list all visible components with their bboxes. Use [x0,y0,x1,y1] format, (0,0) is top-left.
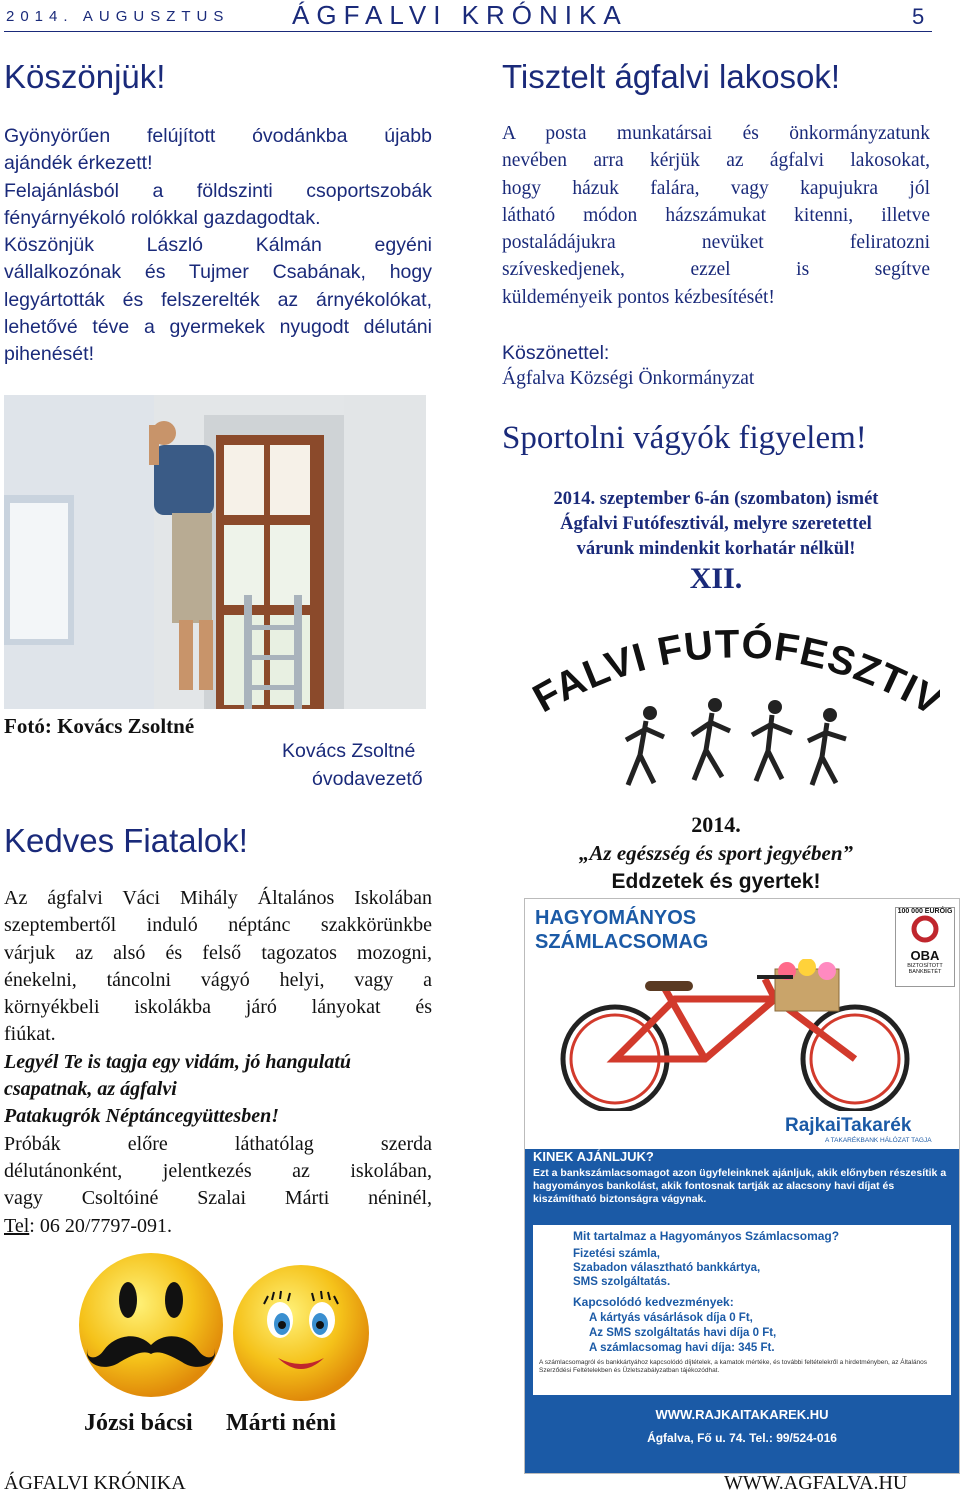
youth-line: énekelni, táncolni vágyó helyi, vagy a [4,968,432,991]
youth-italic-line: Legyél Te is tagja egy vidám, jó hangulatú [4,1050,352,1073]
signature-role: óvodavezető [312,768,423,790]
youth-line: Az ágfalvi Váci Mihály Általános Iskolában [4,887,432,909]
ad-discount: A számlacsomag havi díja: 345 Ft. [589,1342,775,1354]
thanks-line: lehetővé téve a gyermekek nyugodt délutáni [4,316,432,339]
thanks-line: Gyönyörűen felújított óvodánkba újabb [4,125,432,147]
residents-line: látható módon házszámukat kitenni, illetve [502,204,930,226]
bank-banner [525,1111,959,1147]
youth-heading: Kedves Fiatalok! [4,822,248,859]
youth-tel-line [4,1213,432,1240]
signature-name: Kovács Zsoltné [282,740,416,762]
youth-line: várjuk az alsó és felső tagozatos mozogni, [4,941,432,964]
bicycle-illustration [525,959,959,1119]
svg-text:ÁGFALVI FUTÓFESZTIVÁL [530,605,940,724]
ad-discount: A kártyás vásárlások díja 0 Ft, [589,1312,753,1324]
residents-line: hogy házuk falára, vagy kapujukra jól [502,177,930,199]
thanks-line: Köszönjük László Kálmán egyéni [4,234,432,257]
thanks-line: ajándék érkezett! [4,152,153,175]
residents-line: nevében arra kérjük az ágfalvi lakosokat, [502,150,930,172]
thanks-line: pihenését! [4,343,94,366]
footer-publication: ÁGFALVI KRÓNIKA [4,1472,186,1494]
footer-website: WWW.AGFALVA.HU [724,1472,908,1494]
ad-item: Fizetési számla, [573,1248,660,1260]
oba-badge-top: 100 000 EURÓIG [897,908,953,915]
ad-discount: Az SMS szolgáltatás havi díja 0 Ft, [589,1327,777,1339]
ad-feature-box [533,1225,951,1395]
youth-italic-line: Patakugrók Néptáncegyüttesben! [4,1105,279,1128]
youth-line: fiúkat. [4,1023,56,1046]
youth-body [4,885,432,1240]
thanks-line: vállalkozónak és Tujmer Csabának, hogy [4,261,432,284]
festival-slogan: „Az egészség és sport jegyében” [578,841,854,865]
sport-heading: Sportolni vágyók figyelem! [502,420,867,456]
ad-description: Ezt a bankszámlacsomagot azon ügyfeleinknek ajánljuk, akik előnyben részesítik a hagyományos bankolást, akik fontosnak tartják az alacsony havi díjat és kiszámítható biztonságra vágynak. [533,1167,947,1205]
smiley-lady-icon [230,1262,372,1404]
festival-logo [530,605,940,805]
youth-line: vagy Csoltóiné Szalai Márti néninél, [4,1187,432,1210]
oba-badge-sub: BIZTOSÍTOTT BANKBETÉT [907,963,943,975]
sport-body [496,487,936,562]
ad-info-panel [525,1149,959,1473]
thanks-heading: Köszönjük! [4,58,166,95]
bank-advert [524,898,960,1474]
residents-thanks-label: Köszönettel: [502,342,610,364]
oba-badge-main: OBA [910,948,940,963]
kindergarten-photo [4,395,426,709]
youth-line: délutánonként, jelentkezés az iskolában, [4,1159,432,1182]
thanks-line: Felajánlásból a földszinti csoportszobák [4,179,432,202]
smiley-mustache-icon [76,1250,226,1400]
ad-title-1: HAGYOMÁNYOS [535,907,697,929]
sport-line: Ágfalvi Futófesztivál, melyre szeretettel [560,514,872,534]
thanks-line: fényárnyékoló rolókkal gazdagodtak. [4,206,321,229]
youth-line: szeptembertől induló néptánc szakkörünkbe [4,914,432,937]
ad-discounts [589,1311,776,1356]
bank-sub: A TAKARÉKBANK HÁLÓZAT TAGJA [825,1137,932,1144]
tel-label: Tel [4,1214,30,1237]
ad-address: Ágfalva, Fő u. 74. Tel.: 99/524-016 [647,1431,837,1445]
sport-line: 2014. szeptember 6-án (szombaton) ismét [553,489,879,509]
festival-cta: Eddzetek és gyertek! [611,870,821,893]
residents-line: A posta munkatársai és önkormányzatunk [502,123,930,144]
photo-credit: Fotó: Kovács Zsoltné [4,714,195,738]
thanks-body [4,123,432,369]
festival-edition: XII. [689,562,743,595]
ad-fine-print: A számlacsomagról és bankkártyához kapcsolódó díjtételek, a kamatok mértéke, és további feltételekről a hirdetményben, az Általános Szerződési Feltételekben és Üzletszabályzatban tájékozódhat. [539,1359,928,1374]
newsletter-title: ÁGFALVI KRÓNIKA [292,0,628,30]
sport-line: várunk mindenkit korhatár nélkül! [576,539,856,559]
residents-line: postaládájukra nevüket feliratozni [502,232,930,254]
thanks-line: legyártották és felszerelték az árnyékolókat, [4,288,432,311]
ad-question: KINEK AJÁNLJUK? [533,1149,654,1164]
issue-date: 2014. AUGUSZTUS [6,8,230,25]
ad-item: Szabadon választható bankkártya, [573,1262,761,1274]
ad-discount-title: Kapcsolódó kedvezmények: [573,1295,734,1309]
bank-name: RajkaiTakarék [785,1115,912,1136]
face2-label: Márti néni [226,1410,336,1436]
face1-label: Józsi bácsi [84,1410,193,1436]
ad-box-question: Mit tartalmaz a Hagyományos Számlacsomag? [573,1229,840,1243]
festival-year: 2014. [691,812,741,837]
header-rule [4,31,932,32]
festival-logo-text: ALVI FUTÓFESZTI [547,622,925,712]
ad-items [573,1247,760,1289]
ad-title-2: SZÁMLACSOMAG [535,931,709,953]
residents-line: szíveskedjenek, ezzel is segítve [502,259,930,281]
page-number: 5 [912,4,925,29]
ad-item: SMS szolgáltatás. [573,1276,671,1288]
ad-url: WWW.RAJKAITAKAREK.HU [655,1407,829,1422]
residents-signature: Ágfalva Községi Önkormányzat [502,368,755,389]
residents-heading: Tisztelt ágfalvi lakosok! [502,58,841,95]
youth-line: Próbák előre láthatólag szerda [4,1132,432,1155]
tel-value: : 06 20/7797-091. [29,1214,173,1237]
residents-line: küldeményeik pontos kézbesítését! [502,286,775,308]
youth-italic-line: csapatnak, az ágfalvi [4,1078,177,1101]
youth-line: környékbeli iskolákba járó lányokat és [4,996,432,1019]
residents-body [502,120,930,311]
